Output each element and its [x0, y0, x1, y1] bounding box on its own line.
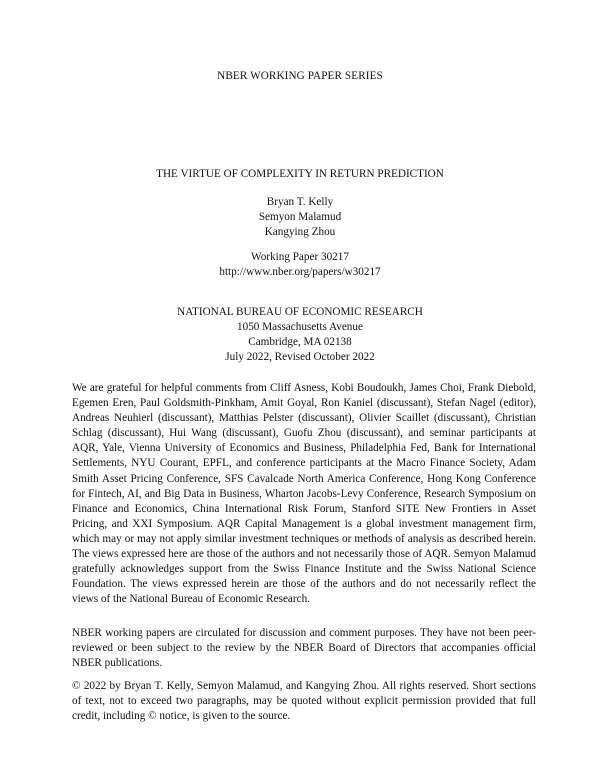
working-paper-number: Working Paper 30217 [251, 251, 349, 263]
publication-date: July 2022, Revised October 2022 [225, 351, 375, 363]
publisher-block [0, 305, 600, 365]
copyright-paragraph: © 2022 by Bryan T. Kelly, Semyon Malamud, and Kangying Zhou. All rights reserved. Short sections of text, not to exceed two paragraphs, may be quoted without explicit permission provided that full credit, including © notice, is given to the source. [72, 680, 536, 723]
author-list [0, 195, 600, 240]
acknowledgments-paragraph: We are grateful for helpful comments from Cliff Asness, Kobi Boudoukh, James Choi, Frank Diebold, Egemen Eren, Paul Goldsmith-Pinkham, Amit Goyal, Ron Kaniel (discussant), Stefan Nagel (editor), Andreas Neuhierl (discussant), Matthias Pelster (discussant), Olivier Scaillet (discussant), Christian Schlag (discussant), Hui Wang (discussant), Guofu Zhou (discussant), and seminar participants at AQR, Yale, Vienna University of Economics and Business, Philadelphia Fed, Bank for International Settlements, NYU Courant, EPFL, and conference participants at the Macro Finance Society, Adam Smith Asset Pricing Conference, SFS Cavalcade North America Conference, Hong Kong Conference for Fintech, AI, and Big Data in Business, Wharton Jacobs-Levy Conference, Research Symposium on Finance and Economics, China International Risk Forum, Stanford SITE New Frontiers in Asset Pricing, and XXI Symposium. AQR Capital Management is a global investment management firm, which may or may not apply similar investment techniques or methods of analysis as described herein. The views expressed here are those of the authors and not necessarily those of AQR. Semyon Malamud gratefully acknowledges support from the Swiss Finance Institute and the Swiss National Science Foundation. The views expressed herein are those of the authors and do not necessarily reflect the views of the National Bureau of Economic Research. [72, 382, 536, 606]
paper-title: THE VIRTUE OF COMPLEXITY IN RETURN PREDICTION [156, 168, 444, 180]
publisher-name: NATIONAL BUREAU OF ECONOMIC RESEARCH [177, 306, 423, 318]
working-paper-info [0, 250, 600, 280]
publisher-address-street: 1050 Massachusetts Avenue [237, 321, 363, 333]
paper-url[interactable]: http://www.nber.org/papers/w30217 [219, 266, 381, 278]
series-heading: NBER WORKING PAPER SERIES [217, 70, 383, 82]
author-name: Semyon Malamud [258, 211, 342, 223]
author-name: Kangying Zhou [264, 226, 336, 238]
publisher-address-city: Cambridge, MA 02138 [248, 336, 352, 348]
disclaimer-paragraph: NBER working papers are circulated for discussion and comment purposes. They have not been peer-reviewed or been subject to the review by the NBER Board of Directors that accompanies official NBER publications. [72, 627, 536, 670]
author-name: Bryan T. Kelly [266, 196, 334, 208]
